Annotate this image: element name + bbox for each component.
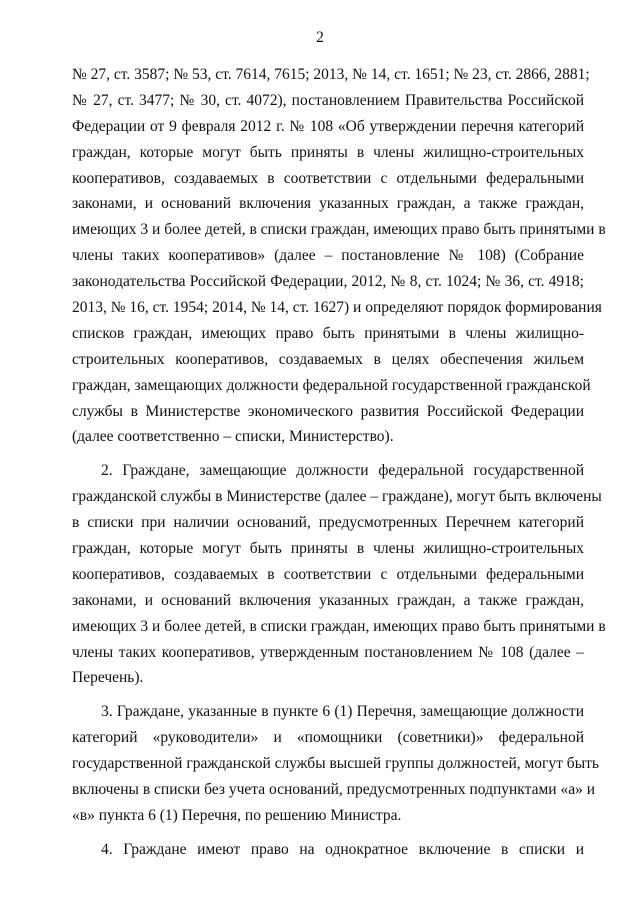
paragraph-3 (72, 699, 599, 828)
text-line: 2013, № 16, ст. 1954; 2014, № 14, ст. 1627) и определяют порядок формирования (72, 299, 602, 317)
text-line: граждан, которые могут быть приняты в члены жилищно-строительных (72, 143, 584, 161)
text-line: Перечень). (72, 669, 144, 687)
text-line: члены таких кооперативов» (далее – постановление № 108) (Собрание (72, 247, 584, 265)
text-line: 3. Граждане, указанные в пункте 6 (1) Перечня, замещающие должности (101, 703, 584, 721)
document-body (72, 62, 606, 863)
paragraph-2 (72, 458, 606, 691)
text-line: № 27, ст. 3587; № 53, ст. 7614, 7615; 2013, № 14, ст. 1651; № 23, ст. 2866, 2881; (72, 66, 590, 83)
text-line: законодательства Российской Федерации, 2012, № 8, ст. 1024; № 36, ст. 4918; (72, 273, 584, 291)
text-line: имеющих 3 и более детей, в списки граждан, имеющих право быть принятыми в (72, 617, 606, 635)
text-line: гражданской службы в Министерстве (далее – граждане), могут быть включены (72, 488, 602, 506)
paragraph-4 (72, 837, 584, 863)
text-line: строительных кооперативов, создаваемых в целях обеспечения жильем (72, 350, 584, 368)
paragraph-gap (72, 450, 584, 458)
text-line: кооперативов, создаваемых в соответствии с отдельными федеральными (72, 169, 584, 187)
text-line: категорий «руководители» и «помощники (советники)» федеральной (72, 729, 584, 747)
text-line: включены в списки без учета оснований, предусмотренных подпунктами «а» и (72, 781, 595, 799)
text-line: службы в Министерстве экономического развития Российской Федерации (72, 402, 584, 420)
text-line: 2. Граждане, замещающие должности федеральной государственной (101, 462, 584, 480)
text-line: списков граждан, имеющих право быть принятыми в члены жилищно- (72, 324, 584, 342)
paragraph-gap (72, 691, 584, 699)
paragraph-gap (72, 829, 584, 837)
text-line: имеющих 3 и более детей, в списки граждан, имеющих право быть принятыми в (72, 221, 606, 239)
paragraph-1 (72, 62, 606, 450)
text-line: граждан, которые могут быть приняты в члены жилищно-строительных (72, 540, 584, 558)
text-line: «в» пункта 6 (1) Перечня, по решению Министра. (72, 806, 402, 824)
text-line: государственной гражданской службы высшей группы должностей, могут быть (72, 755, 599, 773)
text-line: граждан, замещающих должности федеральной государственной гражданской (72, 376, 591, 394)
text-line: кооперативов, создаваемых в соответствии с отдельными федеральными (72, 565, 584, 583)
text-line: в списки при наличии оснований, предусмотренных Перечнем категорий (72, 514, 584, 532)
text-line: Федерации от 9 февраля 2012 г. № 108 «Об утверждении перечня категорий (72, 117, 584, 135)
text-line: законами, и оснований включения указанных граждан, а также граждан, (72, 591, 584, 609)
text-line: законами, и оснований включения указанных граждан, а также граждан, (72, 195, 584, 213)
text-line: члены таких кооперативов, утвержденным постановлением № 108 (далее – (72, 643, 584, 661)
text-line: № 27, ст. 3477; № 30, ст. 4072), постановлением Правительства Российской (72, 91, 584, 109)
text-line: 4. Граждане имеют право на однократное включение в списки и (101, 840, 584, 858)
text-line: (далее соответственно – списки, Министерство). (72, 428, 394, 446)
page-number: 2 (316, 29, 324, 46)
